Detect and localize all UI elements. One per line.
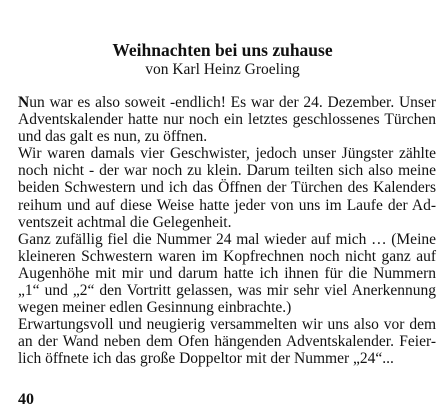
body-line: lich öffnete ich das große Doppeltor mit der Nummer „24“...: [18, 350, 394, 368]
page-number: 40: [18, 391, 34, 408]
body-line: noch nicht - der war noch zu klein. Darum teilten sich also meine: [18, 162, 436, 180]
story-body: [18, 94, 436, 368]
body-line: Erwartungsvoll und neugierig versammelten wir uns also vor dem: [18, 316, 436, 334]
body-line: ventszeit achtmal die Gelegenheit.: [18, 213, 232, 231]
body-line: Wir waren damals vier Geschwister, jedoch unser Jüngster zählte: [18, 145, 436, 163]
body-line: kleineren Schwestern waren im Kopfrechnen noch nicht ganz auf: [18, 247, 436, 265]
body-line-text: un war es also soweit -endlich! Es war der 24. Dezember. Unser: [29, 94, 436, 111]
body-line: und das galt es nun, zu öffnen.: [18, 128, 208, 146]
body-line: wegen meiner edlen Gesinnung einbrachte.): [18, 299, 292, 317]
body-line: „1“ und „2“ den Vortritt gelassen, was mir sehr viel Anerkennung: [18, 282, 436, 300]
body-line: an der Wand neben dem Ofen hängenden Adventskalender. Feier-: [18, 333, 436, 351]
body-line: beiden Schwestern und ich das Öffnen der Türchen des Kalenders: [18, 179, 436, 197]
body-line: Augenhöhe mit mir und darum hatte ich ihnen für die Nummern: [18, 264, 436, 282]
body-line: reihum und auf diese Weise hatte jeder von uns im Laufe der Ad-: [18, 196, 436, 214]
body-line: [18, 94, 436, 111]
body-line: Adventskalender hatte nur noch ein letztes geschlossenes Türchen: [18, 111, 436, 129]
drop-letter: N: [18, 94, 30, 111]
body-line: Ganz zufällig fiel die Nummer 24 mal wieder auf mich … (Meine: [18, 230, 436, 248]
author-line: von Karl Heinz Groeling: [145, 61, 300, 78]
story-title: Weihnachten bei uns zuhause: [112, 40, 333, 60]
